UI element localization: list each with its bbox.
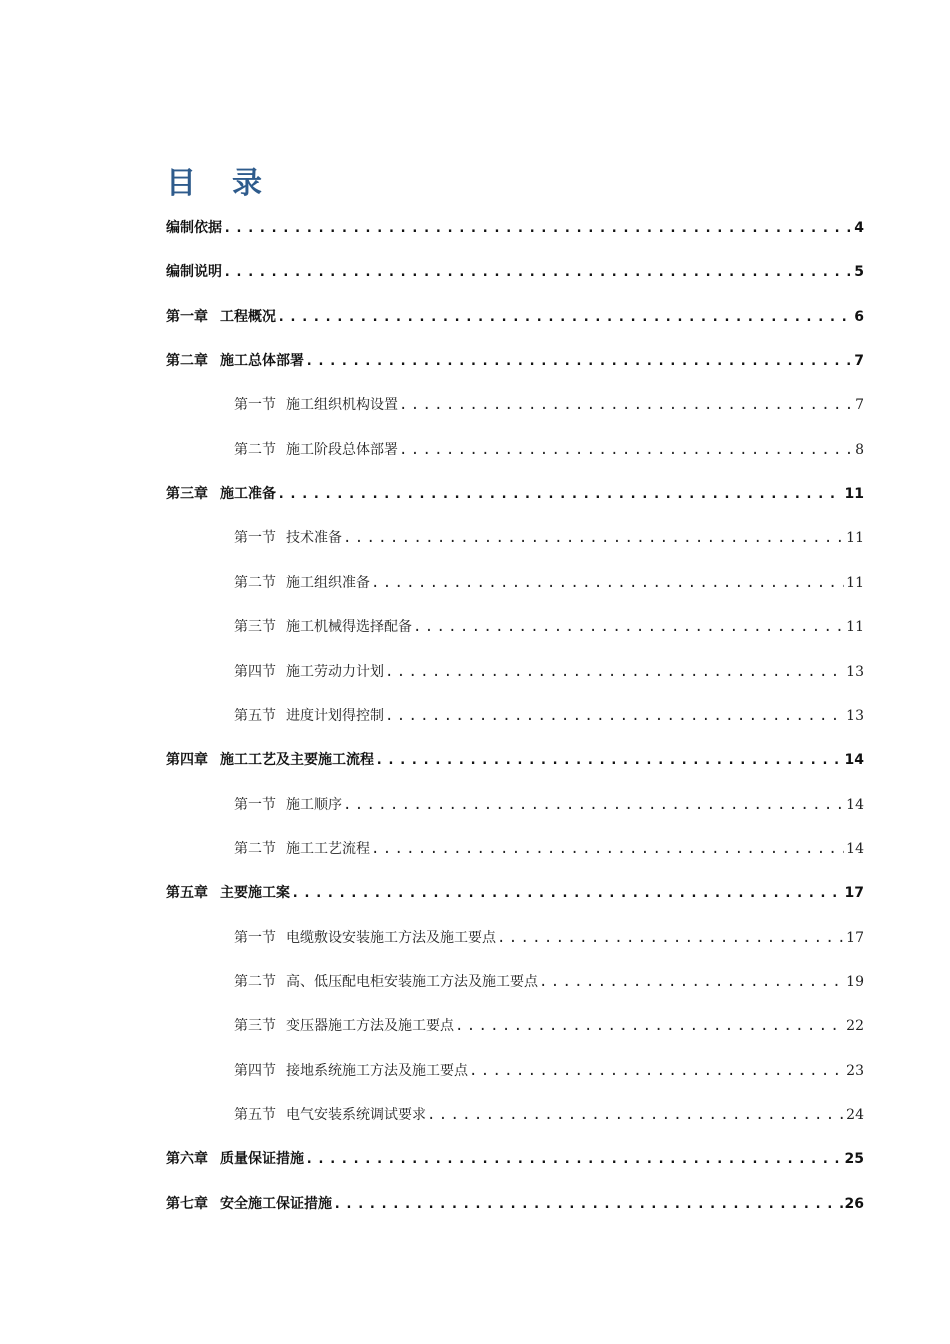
toc-entry-number: 第六章 <box>166 1151 208 1167</box>
toc-page-number: 6 <box>854 309 864 325</box>
toc-dot-leader <box>497 930 844 946</box>
toc-entry-label: 施工总体部署 <box>220 353 304 369</box>
toc-page-number: 11 <box>846 619 864 635</box>
toc-entry-number: 第四节 <box>234 1063 276 1079</box>
toc-section-entry[interactable] <box>234 705 864 727</box>
toc-entry-number: 第二节 <box>234 974 276 990</box>
toc-page-number: 14 <box>844 752 864 768</box>
toc-entry-number: 第一节 <box>234 930 276 946</box>
toc-entry-number: 第七章 <box>166 1196 208 1212</box>
toc-entry-label: 施工工艺流程 <box>286 841 370 857</box>
toc-dot-leader <box>371 575 844 591</box>
toc-title <box>166 158 262 202</box>
toc-dot-leader <box>413 619 844 635</box>
toc-entry-label: 施工组织机构设置 <box>286 397 398 413</box>
toc-entry-label: 电缆敷设安装施工方法及施工要点 <box>286 930 496 946</box>
toc-entry-label: 电气安装系统调试要求 <box>286 1107 426 1123</box>
toc-entry-number: 第一章 <box>166 309 208 325</box>
toc-section-entry[interactable] <box>234 927 864 949</box>
toc-entry-label: 编制依据 <box>166 220 222 236</box>
toc-dot-leader <box>399 397 853 413</box>
toc-section-entry[interactable] <box>234 572 864 594</box>
toc-entry-number: 第四章 <box>166 752 208 768</box>
toc-dot-leader <box>385 708 844 724</box>
toc-entry-label: 施工阶段总体部署 <box>286 442 398 458</box>
toc-dot-leader <box>277 486 843 502</box>
toc-dot-leader <box>469 1063 844 1079</box>
toc-dot-leader <box>223 264 852 280</box>
toc-page-number: 26 <box>844 1196 864 1212</box>
toc-page-number: 13 <box>846 664 864 680</box>
toc-dot-leader <box>305 353 852 369</box>
toc-page-number: 11 <box>846 575 864 591</box>
toc-page-number: 24 <box>846 1107 864 1123</box>
toc-section-entry[interactable] <box>234 794 864 816</box>
toc-entry-label: 施工准备 <box>220 486 276 502</box>
toc-entry-number: 第三节 <box>234 1018 276 1034</box>
toc-chapter-entry[interactable] <box>166 306 864 328</box>
toc-page-number: 19 <box>846 974 864 990</box>
toc-entry-label: 工程概况 <box>220 309 276 325</box>
toc-entry-label: 变压器施工方法及施工要点 <box>286 1018 454 1034</box>
toc-entry-number: 第四节 <box>234 664 276 680</box>
toc-entry-label: 技术准备 <box>286 530 342 546</box>
toc-dot-leader <box>277 309 852 325</box>
toc-section-entry[interactable] <box>234 661 864 683</box>
toc-dot-leader <box>343 530 844 546</box>
toc-chapter-entry[interactable] <box>166 217 864 239</box>
toc-section-entry[interactable] <box>234 439 864 461</box>
toc-page-number: 23 <box>846 1063 864 1079</box>
toc-chapter-entry[interactable] <box>166 350 864 372</box>
toc-entry-label: 施工组织准备 <box>286 575 370 591</box>
toc-entry-label: 质量保证措施 <box>220 1151 304 1167</box>
toc-section-entry[interactable] <box>234 971 864 993</box>
toc-page-number: 4 <box>854 220 864 236</box>
toc-dot-leader <box>375 752 843 768</box>
toc-section-entry[interactable] <box>234 1060 864 1082</box>
toc-entry-label: 进度计划得控制 <box>286 708 384 724</box>
toc-entry-label: 高、低压配电柜安装施工方法及施工要点 <box>286 974 538 990</box>
toc-chapter-entry[interactable] <box>166 1193 864 1215</box>
toc-section-entry[interactable] <box>234 527 864 549</box>
toc-dot-leader <box>455 1018 844 1034</box>
toc-entry-label: 施工劳动力计划 <box>286 664 384 680</box>
toc-dot-leader <box>291 885 843 901</box>
toc-page-number: 7 <box>855 397 864 413</box>
toc-dot-leader <box>305 1151 843 1167</box>
toc-dot-leader <box>223 220 852 236</box>
toc-page-number: 17 <box>846 930 864 946</box>
toc-dot-leader <box>427 1107 844 1123</box>
toc-page-number: 14 <box>846 797 864 813</box>
toc-page-number: 11 <box>846 530 864 546</box>
toc-entry-number: 第二节 <box>234 442 276 458</box>
toc-section-entry[interactable] <box>234 394 864 416</box>
toc-entry-label: 施工机械得选择配备 <box>286 619 412 635</box>
toc-entry-label: 接地系统施工方法及施工要点 <box>286 1063 468 1079</box>
toc-title-char-1: 目 <box>166 166 196 201</box>
toc-page-number: 8 <box>855 442 864 458</box>
toc-dot-leader <box>539 974 844 990</box>
toc-dot-leader <box>385 664 844 680</box>
toc-chapter-entry[interactable] <box>166 882 864 904</box>
toc-page-number: 17 <box>844 885 864 901</box>
toc-chapter-entry[interactable] <box>166 1148 864 1170</box>
toc-dot-leader <box>343 797 844 813</box>
toc-page-number: 5 <box>854 264 864 280</box>
toc-chapter-entry[interactable] <box>166 261 864 283</box>
toc-entry-number: 第二节 <box>234 575 276 591</box>
toc-dot-leader <box>333 1196 843 1212</box>
toc-page-number: 22 <box>846 1018 864 1034</box>
toc-section-entry[interactable] <box>234 838 864 860</box>
toc-section-entry[interactable] <box>234 616 864 638</box>
toc-page-number: 7 <box>854 353 864 369</box>
toc-page-number: 13 <box>846 708 864 724</box>
toc-title-char-2: 录 <box>232 166 262 201</box>
toc-entry-number: 第三节 <box>234 619 276 635</box>
toc-dot-leader <box>399 442 853 458</box>
toc-page-number: 25 <box>844 1151 864 1167</box>
toc-entry-label: 主要施工案 <box>220 885 290 901</box>
toc-entry-number: 第五节 <box>234 708 276 724</box>
toc-entry-number: 第一节 <box>234 530 276 546</box>
toc-entry-number: 第五章 <box>166 885 208 901</box>
toc-section-entry[interactable] <box>234 1104 864 1126</box>
toc-entry-label: 施工顺序 <box>286 797 342 813</box>
toc-dot-leader <box>371 841 844 857</box>
toc-entry-label: 安全施工保证措施 <box>220 1196 332 1212</box>
toc-entry-number: 第一节 <box>234 397 276 413</box>
toc-chapter-entry[interactable] <box>166 483 864 505</box>
toc-entry-number: 第五节 <box>234 1107 276 1123</box>
toc-entry-number: 第三章 <box>166 486 208 502</box>
toc-entry-number: 第二章 <box>166 353 208 369</box>
toc-chapter-entry[interactable] <box>166 749 864 771</box>
toc-entry-number: 第一节 <box>234 797 276 813</box>
toc-entry-label: 编制说明 <box>166 264 222 280</box>
toc-page-number: 11 <box>844 486 864 502</box>
toc-page-number: 14 <box>846 841 864 857</box>
toc-entry-label: 施工工艺及主要施工流程 <box>220 752 374 768</box>
toc-section-entry[interactable] <box>234 1015 864 1037</box>
toc-entry-number: 第二节 <box>234 841 276 857</box>
